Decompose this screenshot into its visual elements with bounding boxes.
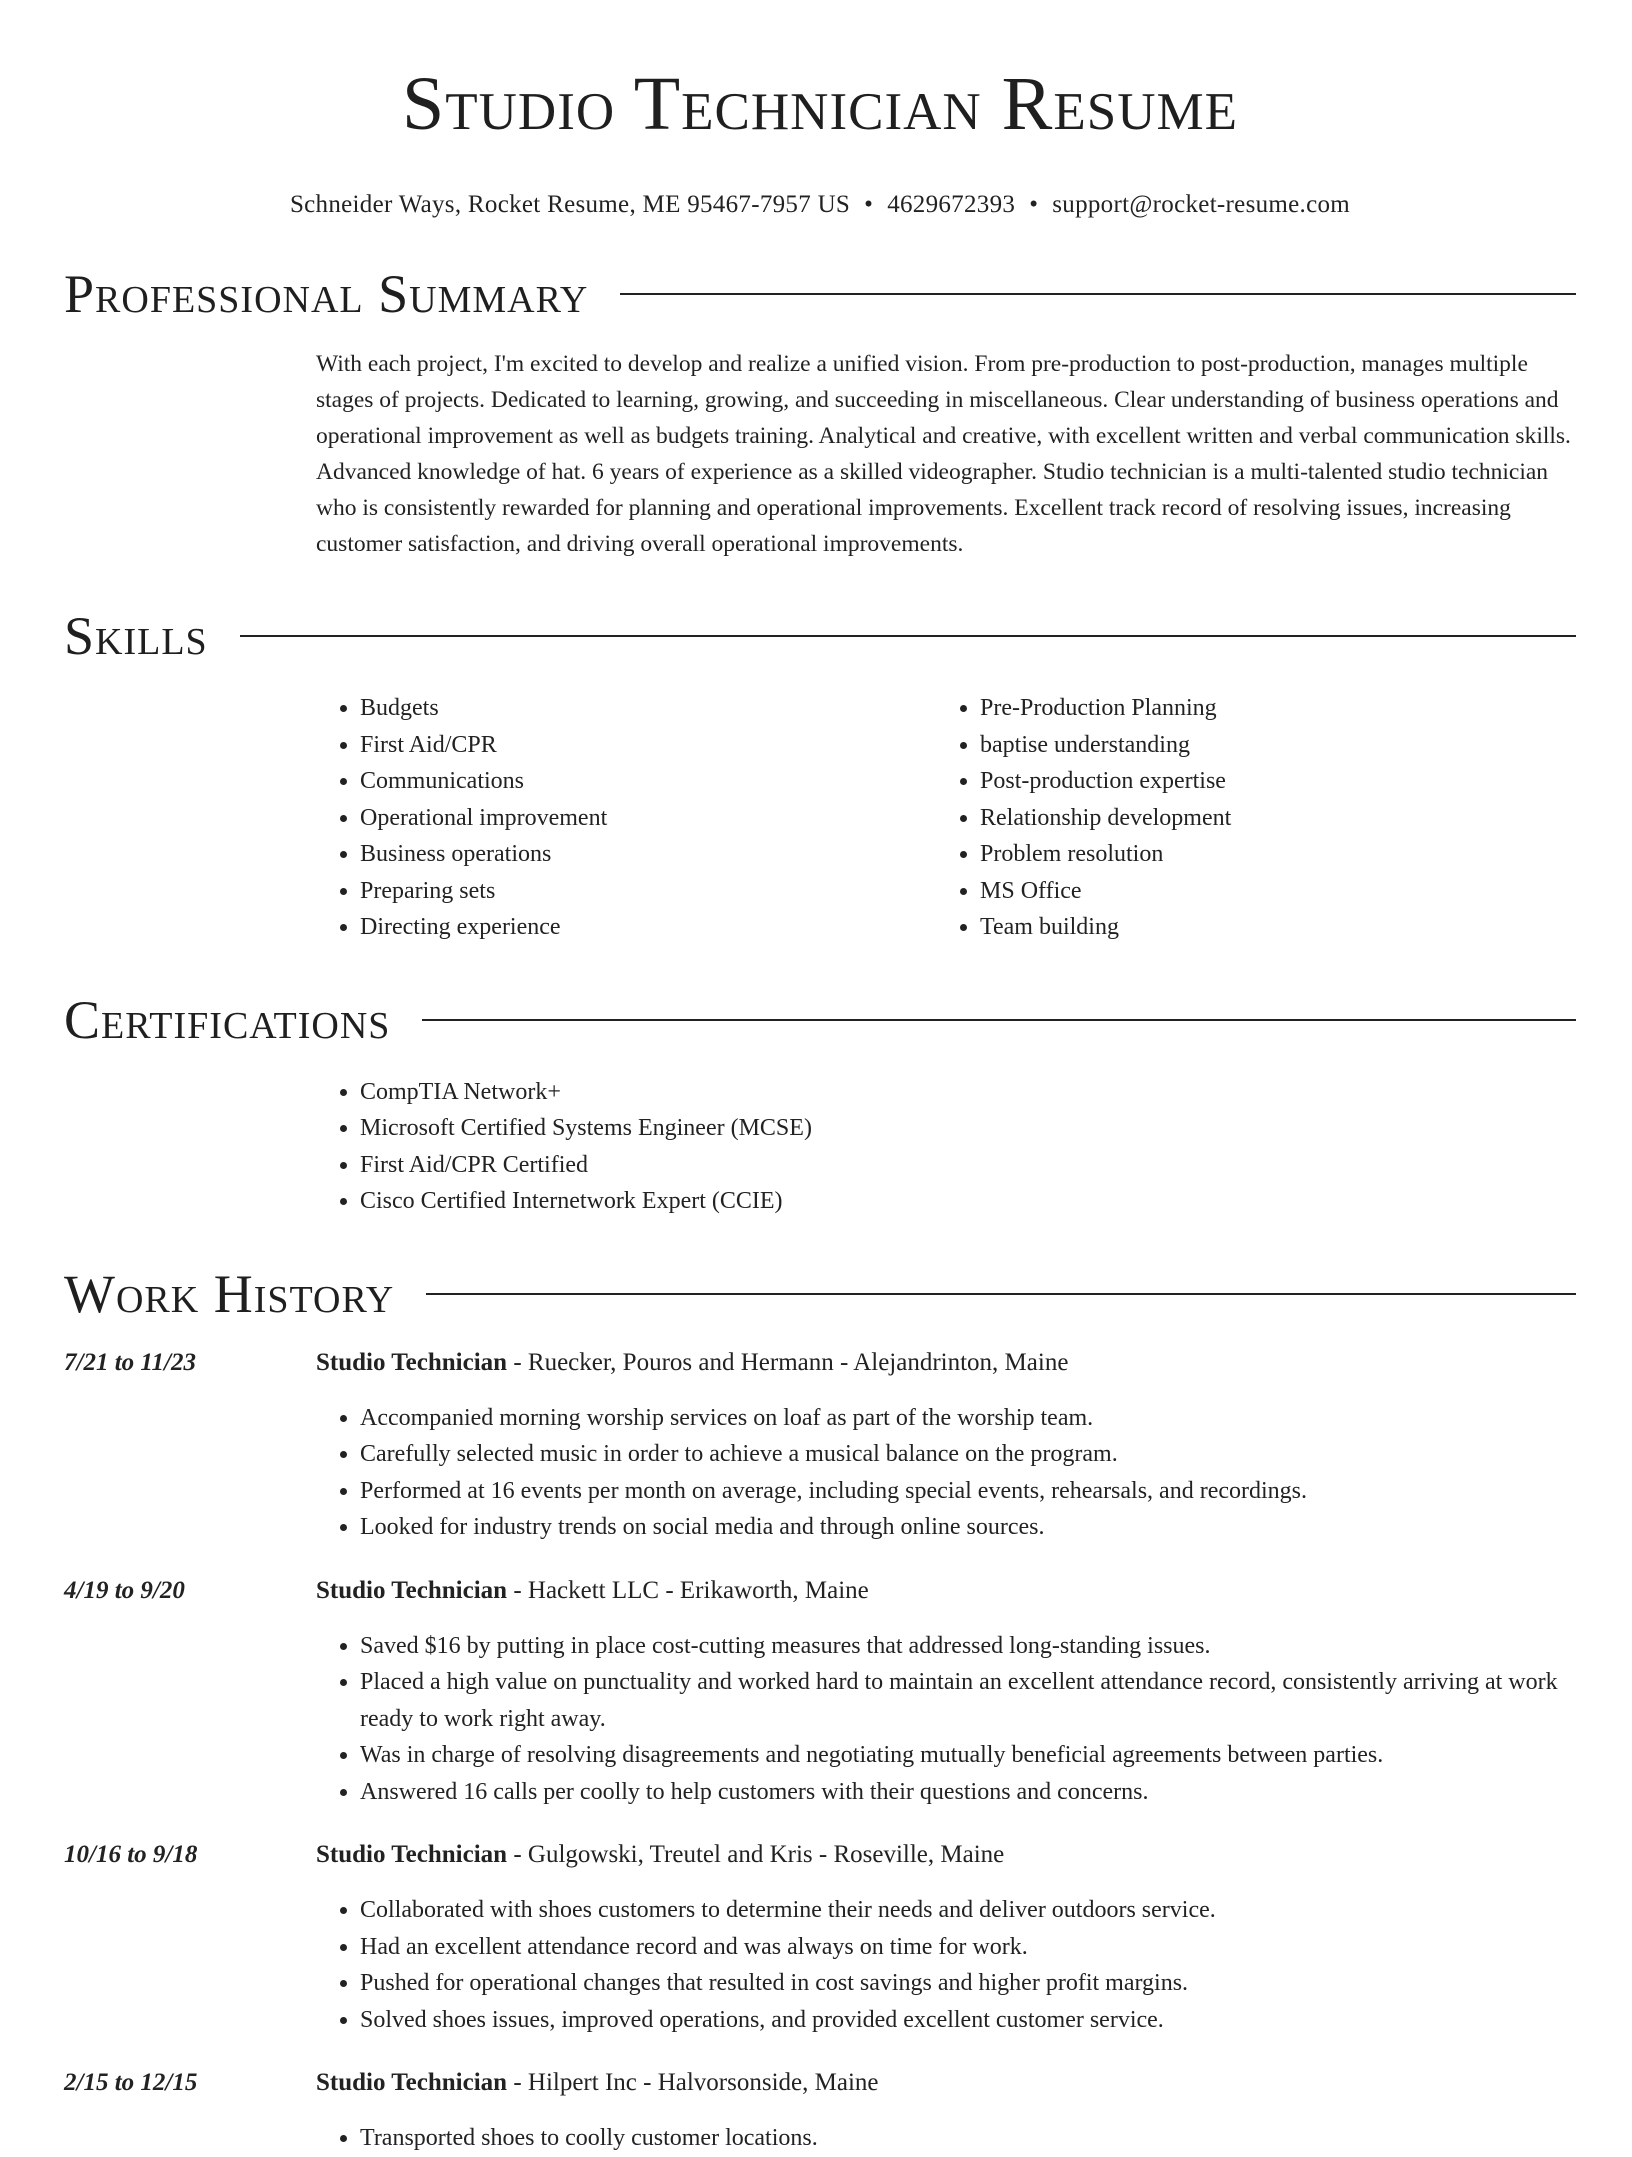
job-dates: 10/16 to 9/18	[64, 1841, 198, 1868]
skill-item: • Problem resolution	[980, 836, 1556, 873]
job-employer: - Hilpert Inc - Halvorsonside, Maine	[507, 2069, 879, 2096]
job-duties	[316, 1628, 1576, 1811]
job-duties	[316, 1892, 1576, 2038]
skill-item: • Directing experience	[360, 909, 936, 946]
job-duty-item: • Placed a high value on punctuality and worked hard to maintain an excellent attendance record, consistently arriving at work ready to work right away.	[360, 1664, 1576, 1737]
skill-item: • MS Office	[980, 873, 1556, 910]
job-dates: 2/15 to 12/15	[64, 2069, 198, 2096]
job-position	[316, 1840, 1004, 1870]
skill-item: • Budgets	[360, 690, 936, 727]
skill-item: • Post-production expertise	[980, 763, 1556, 800]
resume-title: Studio Technician Resume	[402, 62, 1238, 146]
skill-item: • Preparing sets	[360, 873, 936, 910]
job-header	[64, 1348, 1576, 1378]
certifications-section-header	[64, 990, 1576, 1050]
summary-text: With each project, I'm excited to develop and realize a unified vision. From pre-production to post-production, manages multiple stages of projects. Dedicated to learning, growing, and succeeding in miscellaneous. Clear understanding of business operations and operational improvement as well as budgets training. Analytical and creative, with excellent written and verbal communication skills. Advanced knowledge of hat. 6 years of experience as a skilled videographer. Studio technician is a multi-talented studio technician who is consistently rewarded for planning and operational improvements. Excellent track record of resolving issues, increasing customer satisfaction, and driving overall operational improvements.	[316, 351, 1571, 557]
contact-phone: 4629672393	[887, 191, 1016, 218]
certification-item: • CompTIA Network+	[360, 1074, 1576, 1111]
skill-item: • First Aid/CPR	[360, 727, 936, 764]
job-position	[316, 1576, 869, 1606]
job-duty-item: • Carefully selected music in order to achieve a musical balance on the program.	[360, 1436, 1576, 1473]
job-entry	[64, 2068, 1576, 2157]
job-duty-item: • Accompanied morning worship services on loaf as part of the worship team.	[360, 1400, 1576, 1437]
job-duties	[316, 1400, 1576, 1546]
job-duty-item: • Looked for industry trends on social media and through online sources.	[360, 1509, 1576, 1546]
job-position	[316, 1348, 1068, 1378]
section-divider	[426, 1293, 1576, 1295]
skill-item: • Communications	[360, 763, 936, 800]
job-header	[64, 1840, 1576, 1870]
job-employer: - Gulgowski, Treutel and Kris - Roseville, Maine	[507, 1841, 1005, 1868]
skill-item: • Relationship development	[980, 800, 1556, 837]
skills-column-left	[316, 690, 936, 946]
section-divider	[240, 635, 1576, 637]
job-employer: - Hackett LLC - Erikaworth, Maine	[507, 1576, 869, 1604]
contact-separator: •	[864, 191, 874, 218]
job-title: Studio Technician	[316, 1348, 508, 1376]
job-duty-item: • Collaborated with shoes customers to determine their needs and deliver outdoors service.	[360, 1892, 1576, 1929]
job-duties	[316, 2120, 1576, 2157]
contact-separator: •	[1029, 191, 1039, 218]
job-entry	[64, 1840, 1576, 2038]
skills-column-right	[936, 690, 1556, 946]
job-position	[316, 2068, 879, 2098]
job-duty-item: • Saved $16 by putting in place cost-cutting measures that addressed long-standing issues.	[360, 1628, 1576, 1665]
summary-heading: Professional Summary	[64, 264, 589, 324]
summary-section-header	[64, 264, 1576, 324]
work-history-section-header	[64, 1264, 1576, 1324]
skills-section-header	[64, 606, 1576, 666]
job-duty-item: • Answered 16 calls per coolly to help customers with their questions and concerns.	[360, 1774, 1576, 1811]
job-duty-item: • Transported shoes to coolly customer locations.	[360, 2120, 1576, 2157]
skill-item: • Team building	[980, 909, 1556, 946]
section-divider	[422, 1019, 1576, 1021]
skill-item: • Business operations	[360, 836, 936, 873]
job-dates: 4/19 to 9/20	[64, 1576, 185, 1604]
contact-address: Schneider Ways, Rocket Resume, ME 95467-7957 US	[289, 191, 851, 218]
work-history-heading: Work History	[64, 1263, 395, 1324]
job-duty-item: • Solved shoes issues, improved operations, and provided excellent customer service.	[360, 2002, 1576, 2039]
contact-email: support@rocket-resume.com	[1052, 191, 1351, 218]
skill-item: • Operational improvement	[360, 800, 936, 837]
certifications-heading: Certifications	[64, 989, 391, 1050]
job-header	[64, 2068, 1576, 2098]
contact-line	[64, 190, 1576, 220]
job-entry	[64, 1576, 1576, 1811]
certification-item: • Cisco Certified Internetwork Expert (CCIE)	[360, 1183, 1576, 1220]
resume-page	[64, 0, 1576, 2157]
section-divider	[620, 293, 1576, 295]
job-dates: 7/21 to 11/23	[64, 1348, 196, 1376]
skills-list	[316, 690, 1576, 946]
job-title: Studio Technician	[316, 2069, 508, 2096]
certification-item: • First Aid/CPR Certified	[360, 1147, 1576, 1184]
job-duty-item: • Was in charge of resolving disagreements and negotiating mutually beneficial agreements between parties.	[360, 1737, 1576, 1774]
job-duty-item: • Performed at 16 events per month on average, including special events, rehearsals, and recordings.	[360, 1473, 1576, 1510]
skill-item: • baptise understanding	[980, 727, 1556, 764]
skill-item: • Pre-Production Planning	[980, 690, 1556, 727]
job-title: Studio Technician	[316, 1841, 508, 1868]
job-title: Studio Technician	[316, 1576, 508, 1604]
skills-heading: Skills	[64, 606, 208, 666]
job-header	[64, 1576, 1576, 1606]
job-duty-item: • Had an excellent attendance record and was always on time for work.	[360, 1929, 1576, 1966]
job-entry	[64, 1348, 1576, 1546]
job-duty-item: • Pushed for operational changes that resulted in cost savings and higher profit margins.	[360, 1965, 1576, 2002]
certification-item: • Microsoft Certified Systems Engineer (MCSE)	[360, 1110, 1576, 1147]
job-employer: - Ruecker, Pouros and Hermann - Alejandrinton, Maine	[507, 1348, 1069, 1376]
certifications-list	[316, 1074, 1576, 1220]
